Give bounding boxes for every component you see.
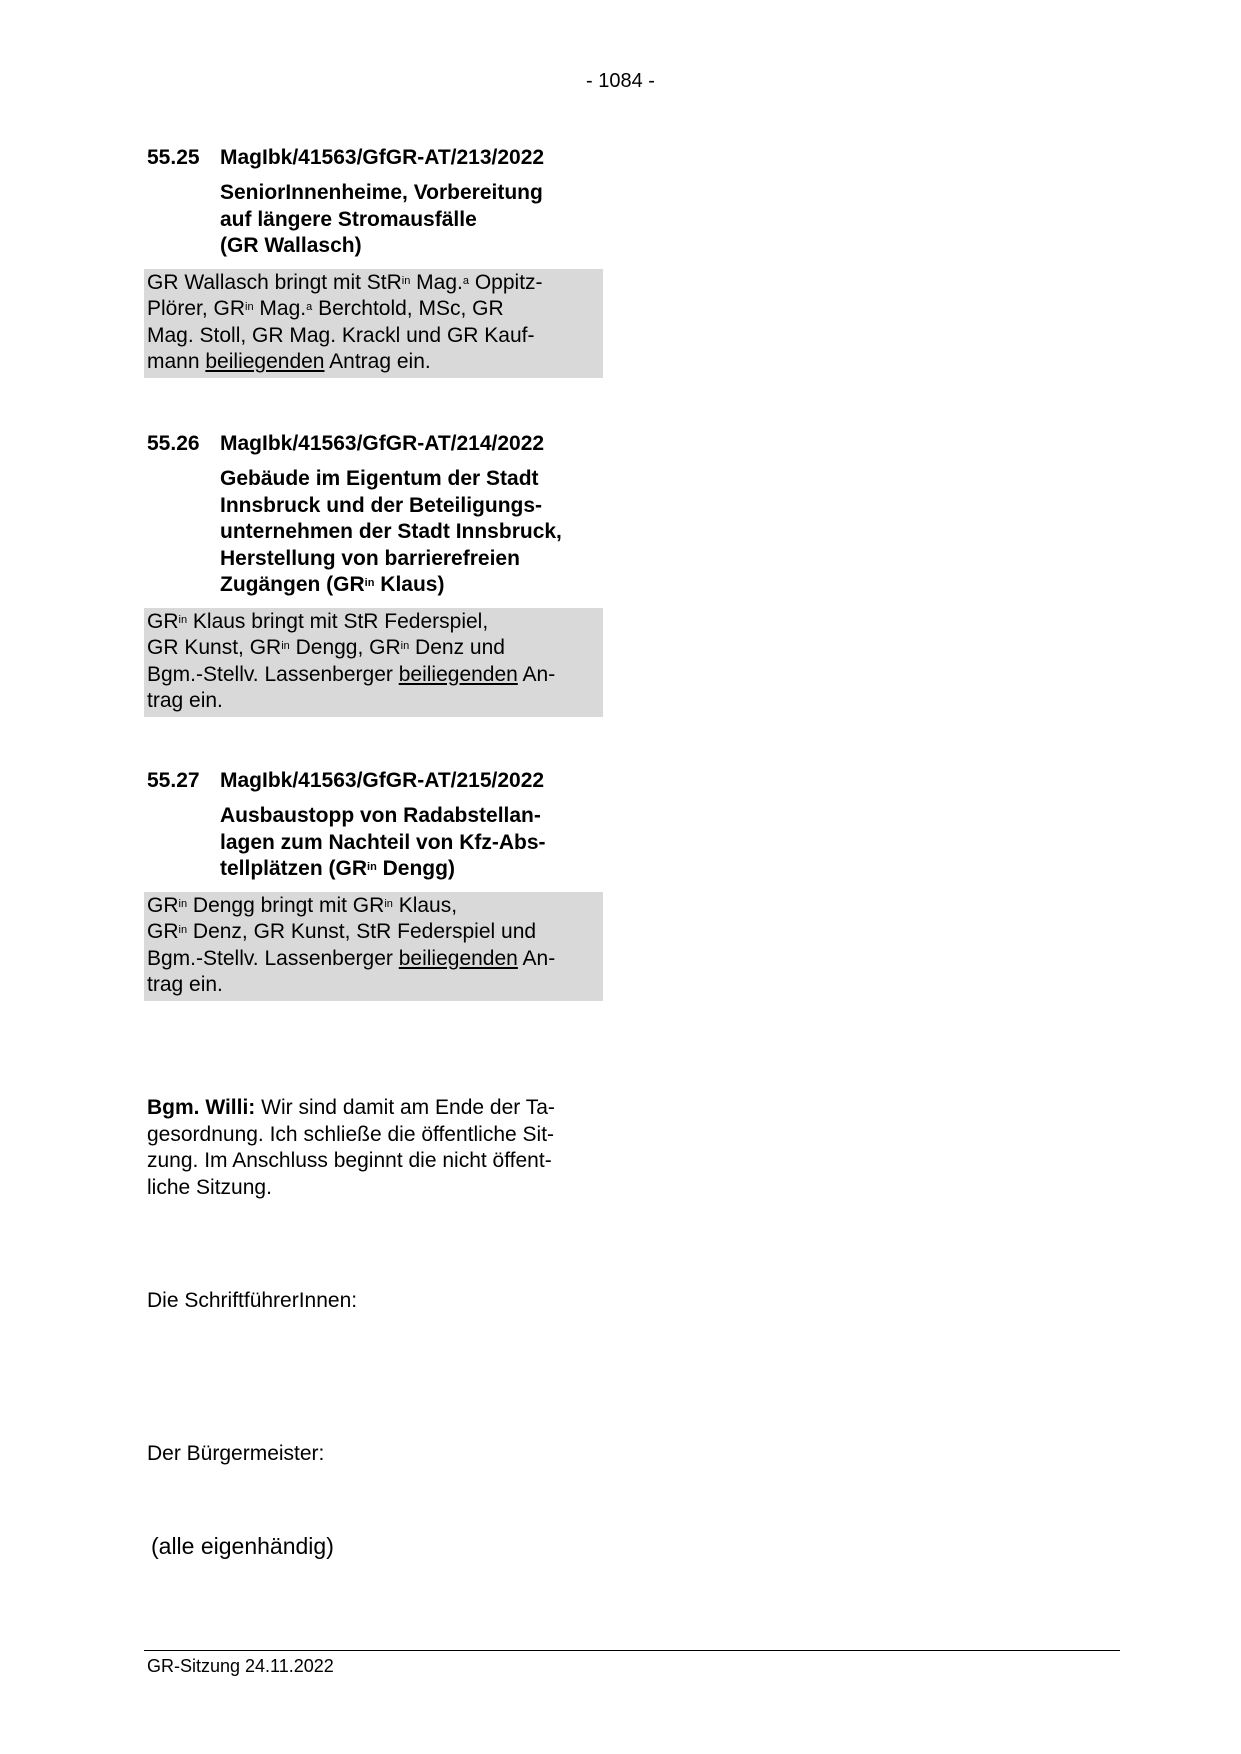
footer-divider [144,1650,1120,1651]
motion-line: trag ein. [147,973,223,996]
attachment-link[interactable]: beiliegenden [398,662,518,686]
attachment-link[interactable]: beiliegenden [398,946,518,970]
closing-line: liche Sitzung. [147,1175,272,1199]
signature-note: (alle eigenhändig) [151,1533,334,1559]
motion-line: $GR^{in}$ Dengg bringt mit $GR^{in}$ Klaus, [147,893,458,917]
closing-line: Bgm. Willi: Wir sind damit am Ende der Ta- [147,1096,555,1119]
motion-line: Mag. Stoll, GR Mag. Krackl und GR Kauf- [147,323,535,347]
motion-line: mann beiliegenden Antrag ein. [147,350,431,373]
item-heading [147,430,603,457]
motion-line: $GR^{in}$ Klaus bringt mit StR Federspiel, [147,609,489,633]
item-title-line: lagen zum Nachteil von Kfz-Abs- [220,830,546,854]
item-reference: MagIbk/41563/GfGR-AT/214/2022 [220,432,545,455]
item-title-line: (GR Wallasch) [220,234,362,257]
motion-text-box [144,608,603,717]
speaker-name: Bgm. Willi: [147,1096,256,1119]
item-number: 55.26 [147,432,200,455]
item-title-line: Ausbaustopp von Radabstellan- [220,804,541,827]
motion-line: trag ein. [147,689,223,712]
motion-line: GR Wallasch bringt mit StR$^{in}$ Mag.$^a$ Oppitz- [147,270,543,294]
closing-line: zung. Im Anschluss beginnt die nicht öffent- [147,1149,552,1172]
motion-line: Bgm.-Stellv. Lassenberger beiliegenden An- [147,946,556,970]
item-heading [147,144,603,171]
item-number: 55.27 [147,769,200,792]
footer-text: GR-Sitzung 24.11.2022 [147,1656,334,1676]
agenda-item-55-27 [147,767,603,1001]
motion-line: Bgm.-Stellv. Lassenberger beiliegenden An- [147,662,556,686]
closing-statement [147,1095,603,1201]
motion-text-box [144,269,603,378]
item-title [220,466,603,599]
item-title [220,180,603,260]
page-number: - 1084 - [586,70,655,92]
item-number: 55.25 [147,146,200,169]
motion-line: $GR^{in}$ Denz, GR Kunst, StR Federspiel und [147,920,537,943]
item-reference: MagIbk/41563/GfGR-AT/215/2022 [220,769,545,792]
item-title-line: Zugängen ($GR^{in}$ Klaus) [220,573,445,596]
item-title-line: Herstellung von barrierefreien [220,546,520,570]
item-title-line: Innsbruck und der Beteiligungs- [220,493,543,517]
mayor-label: Der Bürgermeister: [147,1442,325,1465]
item-title-line: auf längere Stromausfälle [220,207,477,231]
item-title [220,803,603,883]
item-title-line: tellplätzen ($GR^{in}$ Dengg) [220,857,455,880]
attachment-link[interactable]: beiliegenden [205,350,325,373]
item-title-line: unternehmen der Stadt Innsbruck, [220,520,562,543]
closing-line: gesordnung. Ich schließe die öffentliche Sit- [147,1122,555,1146]
item-title-line: Gebäude im Eigentum der Stadt [220,467,539,490]
item-reference: MagIbk/41563/GfGR-AT/213/2022 [220,146,545,169]
motion-line: GR Kunst, $GR^{in}$ Dengg, $GR^{in}$ Denz und [147,636,505,659]
item-title-line: SeniorInnenheime, Vorbereitung [220,181,543,204]
secretaries-label: Die SchriftführerInnen: [147,1289,358,1312]
agenda-item-55-26 [147,430,603,717]
item-heading [147,767,603,794]
agenda-item-55-25 [147,144,603,378]
motion-text-box [144,892,603,1001]
motion-line: Plörer, $GR^{in}$ Mag.$^a$ Berchtold, MSc, GR [147,297,504,320]
